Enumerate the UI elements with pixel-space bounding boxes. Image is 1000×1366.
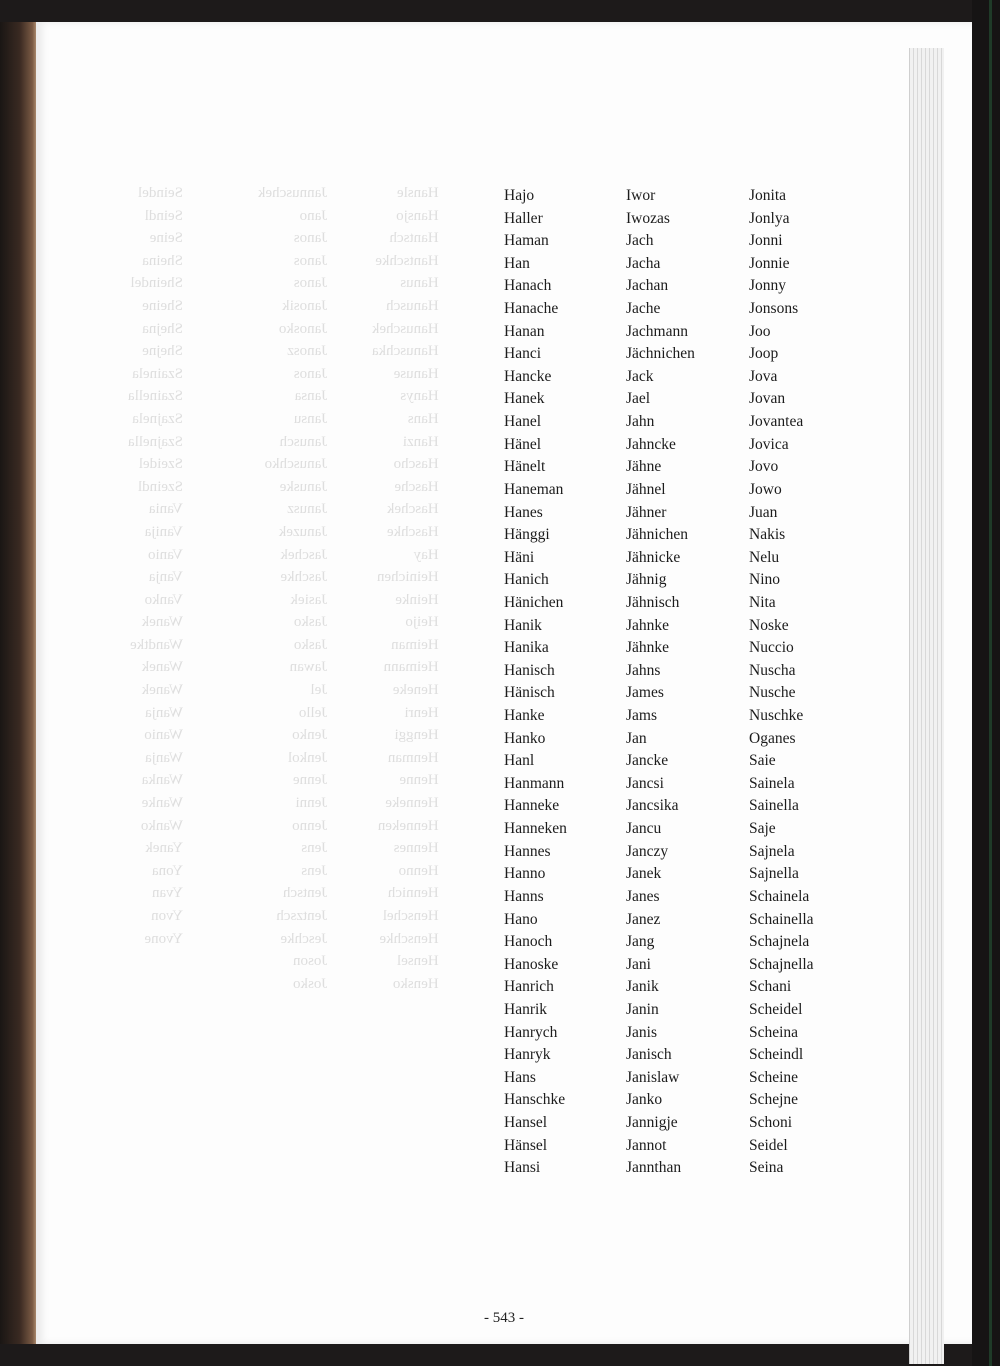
name-entry: Hannes — [504, 842, 551, 860]
name-entry: James — [626, 684, 664, 702]
name-entry: Schejne — [749, 1091, 799, 1109]
name-entry: Janek — [626, 865, 662, 883]
page-number: - 543 - — [484, 1310, 524, 1326]
name-entry: Jonsons — [749, 300, 799, 318]
name-entry: Jache — [626, 300, 661, 318]
name-entry: Jähnig — [626, 571, 667, 589]
name-entry: Hansi — [504, 1159, 541, 1177]
name-entry: Han — [504, 254, 530, 272]
name-entry: Hajo — [504, 187, 535, 204]
name-entry: Sajnela — [749, 842, 795, 860]
name-entry: Jonita — [749, 187, 787, 204]
name-entry: Hanno — [504, 865, 546, 883]
name-entry: Jannigje — [626, 1113, 678, 1131]
reverse-page-show-through-2: Jannuschek Jano Janos Janos Janos Janosik Janosko Janosz Janos Jansa Jansu Janusch Januschko Januske Janusz Januzek Jaschek Jaschke Jasiek Jasko Jasko Jawan Jel Jello Jenko Jenkol Jenne Jenni Jenno Jens Jens Jentsch Jentzsch Jeschke Joson Josko — [258, 185, 328, 992]
name-entry: Seidel — [749, 1136, 788, 1154]
name-entry: Schainela — [749, 887, 810, 905]
name-entry: Hanan — [504, 322, 545, 340]
name-entry: Sajnella — [749, 865, 799, 883]
name-entry: Janislaw — [626, 1068, 680, 1086]
name-entry: Hänelt — [504, 458, 546, 476]
name-entry: Jonnie — [749, 254, 790, 272]
name-entry: Nakis — [749, 526, 786, 544]
name-entry: Hano — [504, 910, 538, 928]
name-entry: Jächnichen — [626, 345, 695, 363]
name-entry: Jancsi — [626, 774, 664, 792]
name-entry: Hanrik — [504, 1000, 548, 1018]
name-entry: Hänggi — [504, 526, 550, 544]
name-entry: Nuscha — [749, 661, 796, 679]
name-entry: Jähne — [626, 458, 662, 476]
name-entry: Jähnichen — [626, 526, 688, 544]
name-entry: Janin — [626, 1000, 659, 1018]
name-entry: Häni — [504, 548, 535, 566]
name-entry: Hanmann — [504, 774, 565, 792]
name-entry: Jancu — [626, 820, 662, 838]
name-entry: Jacha — [626, 254, 661, 272]
name-entry: Noske — [749, 616, 789, 634]
name-entry: Haneman — [504, 480, 564, 498]
name-entry: Jonny — [749, 277, 787, 295]
name-entry: Scheina — [749, 1023, 799, 1041]
name-entry: Jonlya — [749, 209, 790, 227]
name-entry: Hänel — [504, 435, 542, 453]
name-entry: Jan — [626, 729, 647, 747]
name-entry: Hanika — [504, 639, 549, 657]
name-entry: Schajnella — [749, 955, 814, 973]
name-entry: Hanich — [504, 571, 549, 589]
background-right — [972, 0, 1000, 1366]
name-entry: Hanci — [504, 345, 542, 363]
name-entry: Nuccio — [749, 639, 794, 657]
name-entry: Hanns — [504, 887, 544, 905]
name-entry: Saje — [749, 820, 776, 838]
name-entry: Hanach — [504, 277, 552, 295]
name-entry: Joo — [749, 322, 771, 340]
name-entry: Nusche — [749, 684, 796, 702]
name-entry: Hanisch — [504, 661, 555, 679]
name-entry: Sainella — [749, 797, 799, 815]
name-entry: Scheindl — [749, 1046, 804, 1064]
name-entry: Hanes — [504, 503, 543, 521]
name-entry: Jancsika — [626, 797, 679, 815]
name-entry: Scheidel — [749, 1000, 803, 1018]
name-entry: Hänisch — [504, 684, 555, 702]
name-entry: Jahns — [626, 661, 661, 679]
name-entry: Jahncke — [626, 435, 676, 453]
background-strip — [989, 0, 992, 1366]
name-entry: Hanke — [504, 707, 545, 725]
name-column-1 — [504, 185, 567, 1180]
name-entry: Jovo — [749, 458, 779, 476]
name-entry: Haman — [504, 232, 549, 250]
name-entry: Janez — [626, 910, 661, 928]
name-entry: Schoni — [749, 1113, 793, 1131]
name-entry: Jovantea — [749, 413, 804, 431]
name-entry: Nelu — [749, 548, 780, 566]
name-entry: Jähnisch — [626, 593, 680, 611]
name-entry: Jähnicke — [626, 548, 681, 566]
name-entry: Janko — [626, 1091, 663, 1109]
name-entry: Jovica — [749, 435, 789, 453]
name-entry: Iwozas — [626, 209, 670, 227]
name-entry: Hanoch — [504, 933, 553, 951]
name-entry: Janczy — [626, 842, 669, 860]
name-entry: Hanik — [504, 616, 542, 634]
name-entry: Jancke — [626, 752, 669, 770]
name-entry: Hanneke — [504, 797, 560, 815]
name-entry: Jack — [626, 367, 654, 385]
name-entry: Nita — [749, 593, 776, 611]
name-entry: Schainella — [749, 910, 814, 928]
name-entry: Jach — [626, 232, 654, 250]
name-entry: Janes — [626, 887, 660, 905]
name-entry: Schajnela — [749, 933, 810, 951]
name-entry: Hancke — [504, 367, 552, 385]
name-entry: Jani — [626, 955, 651, 973]
name-entry: Hänichen — [504, 593, 564, 611]
name-column-3 — [749, 185, 814, 1180]
name-entry: Jowo — [749, 480, 782, 498]
name-entry: Hanryk — [504, 1046, 551, 1064]
name-entry: Sainela — [749, 774, 795, 792]
name-entry: Jannot — [626, 1136, 667, 1154]
name-entry: Scheine — [749, 1068, 799, 1086]
reverse-page-show-through-3: Hansle Hansjo Hantsch Hantschke Hanus Hanusch Hanuschek Hanuschka Hanuse Hanys Hans Hanzi Hascho Hasche Haschek Haschke Hay Heinichen Heinke Heijo Heiman Heimann Heneke Henri Henggi Henman Henne Henneke Henneken Hennes Henno Hennich Henschel Henschke Hensel Hensko — [372, 185, 439, 992]
name-entry: Hanoske — [504, 955, 559, 973]
name-entry: Jova — [749, 367, 778, 385]
name-entry: Hansel — [504, 1113, 548, 1131]
name-entry: Jael — [626, 390, 651, 408]
name-entry: Seina — [749, 1159, 784, 1177]
name-entry: Nuschke — [749, 707, 804, 725]
name-entry: Saie — [749, 752, 776, 770]
name-entry: Jähnke — [626, 639, 670, 657]
name-entry: Jovan — [749, 390, 786, 408]
name-entry: Oganes — [749, 729, 796, 747]
name-entry: Jams — [626, 707, 657, 725]
name-entry: Jähnel — [626, 480, 666, 498]
name-entry: Hanel — [504, 413, 542, 431]
reverse-page-show-through-1: Seindel Seindl Seine Sheina Sheindel Sheine Shejna Shejne Szainela Szainella Szajnela Szajnella Szeidel Szeindl Vania Vanija Vanio Vanja Vanko Wanek Wandtke Wanek Wanek Wanja Wanio Wanja Wanka Wanke Wanko Yanek Yona Yvan Yvon Yvone — [128, 185, 183, 947]
name-entry: Jahnke — [626, 616, 670, 634]
name-entry: Jahn — [626, 413, 655, 431]
name-entry: Hanrich — [504, 978, 554, 996]
name-entry: Hanko — [504, 729, 546, 747]
name-entry: Hanrych — [504, 1023, 558, 1041]
name-entry: Schani — [749, 978, 792, 996]
name-entry: Hans — [504, 1068, 536, 1086]
name-entry: Hanache — [504, 300, 559, 318]
name-entry: Janik — [626, 978, 659, 996]
page-stack-edge — [909, 48, 944, 1364]
name-entry: Joop — [749, 345, 779, 363]
name-entry: Janisch — [626, 1046, 672, 1064]
name-entry: Iwor — [626, 187, 656, 204]
name-entry: Hanschke — [504, 1091, 566, 1109]
name-entry: Jachan — [626, 277, 669, 295]
name-entry: Jannthan — [626, 1159, 682, 1177]
name-column-2 — [626, 185, 695, 1180]
book-spine-edge — [0, 22, 36, 1344]
name-entry: Jonni — [749, 232, 783, 250]
name-entry: Jähner — [626, 503, 667, 521]
name-entry: Juan — [749, 503, 778, 521]
name-entry: Hanl — [504, 752, 535, 770]
name-entry: Hanneken — [504, 820, 567, 838]
name-entry: Janis — [626, 1023, 657, 1041]
name-entry: Jachmann — [626, 322, 688, 340]
name-entry: Nino — [749, 571, 780, 589]
name-entry: Hänsel — [504, 1136, 548, 1154]
name-entry: Hanek — [504, 390, 545, 408]
name-entry: Haller — [504, 209, 543, 227]
name-entry: Jang — [626, 933, 655, 951]
